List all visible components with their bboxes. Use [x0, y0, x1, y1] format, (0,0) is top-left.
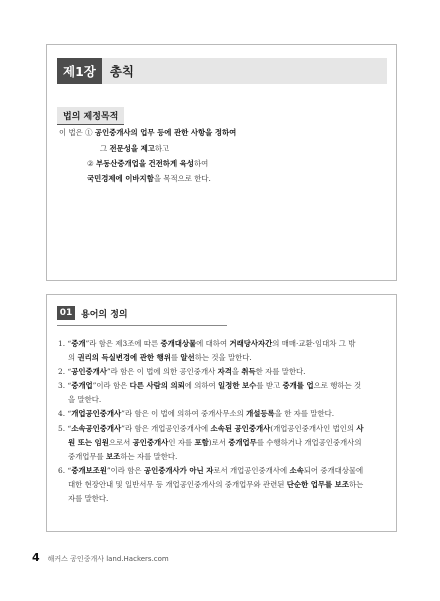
text-run: 그: [100, 144, 110, 153]
bold-run: 개업공인중개사: [71, 409, 122, 418]
bold-run: 국민경제에 이바지함: [87, 174, 154, 183]
text-run: 1. “: [58, 339, 72, 348]
text-run: 4. “: [58, 409, 72, 418]
text-run: 하고: [154, 144, 170, 153]
purpose-line: [87, 159, 208, 169]
bold-run: 중개업무: [228, 438, 257, 447]
text-run: 하는 것을 말한다.: [194, 353, 252, 362]
text-run: 의 매매·교환·임대차 그 밖: [272, 339, 356, 348]
section-title-definitions: 용어의 정의: [81, 309, 128, 320]
text-run: ”라 함은 이 법에 의한 공인중개사: [106, 367, 218, 376]
text-run: 중개업무를: [68, 452, 107, 461]
definition-line: [58, 424, 364, 434]
purpose-line: [59, 128, 236, 138]
text-run: 자를 말한다.: [68, 494, 109, 503]
definition-line: [68, 438, 361, 448]
definition-line: [58, 339, 355, 349]
text-run: 으로 행하는 것: [313, 381, 362, 390]
section-divider: [57, 325, 227, 326]
purpose-line: [87, 174, 211, 184]
text-run: 을 목적으로 한다.: [153, 174, 211, 183]
text-run: ”라 함은 제3조에 따른: [85, 339, 161, 348]
text-run: 의: [68, 353, 78, 362]
text-run: 대한 현장안내 및 일반서무 등 개업공인중개사의 중개업무와 관련된: [68, 480, 287, 489]
footer-publisher-text: 해커스 공인중개사 land.Hackers.com: [47, 555, 169, 563]
bold-run: 거래당사자간: [229, 339, 273, 348]
definition-line: [58, 381, 361, 391]
text-run: 5. “: [58, 424, 72, 433]
text-run: 하는 자를 말한다.: [120, 452, 178, 461]
chapter-title: 총칙: [109, 64, 135, 79]
bold-run: 공인중개사가 아닌 자: [143, 466, 214, 475]
text-run: ”이라 함은: [106, 466, 144, 475]
text-run: 으로서: [108, 438, 133, 447]
bold-run: 전문성을 제고: [109, 144, 155, 153]
bold-run: 소속된 공인중개사: [210, 424, 271, 433]
page-number: 4: [32, 551, 40, 564]
text-run: 한 자를 말한다.: [255, 367, 306, 376]
text-run: 를: [170, 353, 181, 362]
text-run: 하는: [348, 480, 364, 489]
bold-run: 개설등록: [246, 409, 275, 418]
text-run: ”라 함은 이 법에 의하여 중개사무소의: [121, 409, 247, 418]
bold-run: 보조: [106, 452, 121, 461]
section-number: 01: [57, 306, 75, 320]
section-box-definitions: [46, 294, 397, 532]
text-run: )로서: [208, 438, 229, 447]
definition-line: [68, 353, 252, 363]
text-run: 에 의하여: [184, 381, 219, 390]
section-title-purpose: 법의 제정목적: [57, 107, 124, 125]
definition-line: [68, 494, 108, 504]
bold-run: 공인중개사의 업무 등에 관한 사항을 정하여: [94, 128, 237, 137]
bold-run: 다른 사람의 의뢰: [129, 381, 185, 390]
bold-run: 소속공인중개사: [71, 424, 122, 433]
definition-line: [58, 466, 363, 476]
text-run: 을 한 자를 말한다.: [274, 409, 335, 418]
bold-run: 알선: [180, 353, 195, 362]
page-footer: [32, 551, 169, 564]
bold-run: 취득: [241, 367, 256, 376]
text-run: 에 대하여: [196, 339, 230, 348]
text-run: 를 받고: [256, 381, 283, 390]
text-run: 2. “: [58, 367, 72, 376]
bold-run: 자격: [217, 367, 232, 376]
bold-run: 권리의 득실변경에 관한 행위: [77, 353, 171, 362]
definition-line: [68, 480, 363, 490]
text-run: ”이라 함은: [92, 381, 130, 390]
definition-line: [58, 409, 334, 419]
bold-run: 중개대상물: [160, 339, 197, 348]
text-run: 을: [231, 367, 242, 376]
text-run: ②: [87, 159, 96, 168]
chapter-number: 제1장: [57, 58, 102, 84]
purpose-line: [100, 144, 169, 154]
bold-run: 원 또는 임원: [68, 438, 109, 447]
text-run: 로서 개업공인중개사에: [213, 466, 290, 475]
text-run: 인 자를: [168, 438, 195, 447]
bold-run: 사: [356, 424, 364, 433]
text-run: 3. “: [58, 381, 72, 390]
text-run: 되어 중개대상물에: [303, 466, 364, 475]
definition-line: [68, 395, 101, 405]
section-header: [57, 306, 128, 320]
bold-run: 중개보조원: [71, 466, 107, 475]
bold-run: 포함: [194, 438, 209, 447]
bold-run: 공인중개사: [71, 367, 107, 376]
text-run: 를 수행하거나 개업공인중개사의: [256, 438, 362, 447]
definition-line: [58, 367, 306, 377]
definition-line: [68, 452, 177, 462]
chapter-header: [57, 58, 387, 84]
bold-run: 중개업: [71, 381, 93, 390]
bold-run: 일정한 보수: [218, 381, 257, 390]
bold-run: 부동산중개업을 건전하게 육성: [95, 159, 194, 168]
bold-run: 소속: [289, 466, 304, 475]
section-box-overview: [46, 44, 397, 281]
text-run: 하여: [193, 159, 209, 168]
bold-run: 중개를 업: [282, 381, 314, 390]
text-run: (개업공인중개사인 법인의: [270, 424, 357, 433]
text-run: ”라 함은 개업공인중개사에: [121, 424, 211, 433]
bold-run: 중개: [71, 339, 86, 348]
bold-run: 공인중개사: [132, 438, 169, 447]
text-run: 이 법은 ①: [59, 128, 95, 137]
bold-run: 단순한 업무를 보조: [286, 480, 349, 489]
text-run: 을 말한다.: [68, 395, 102, 404]
text-run: 6. “: [58, 466, 72, 475]
